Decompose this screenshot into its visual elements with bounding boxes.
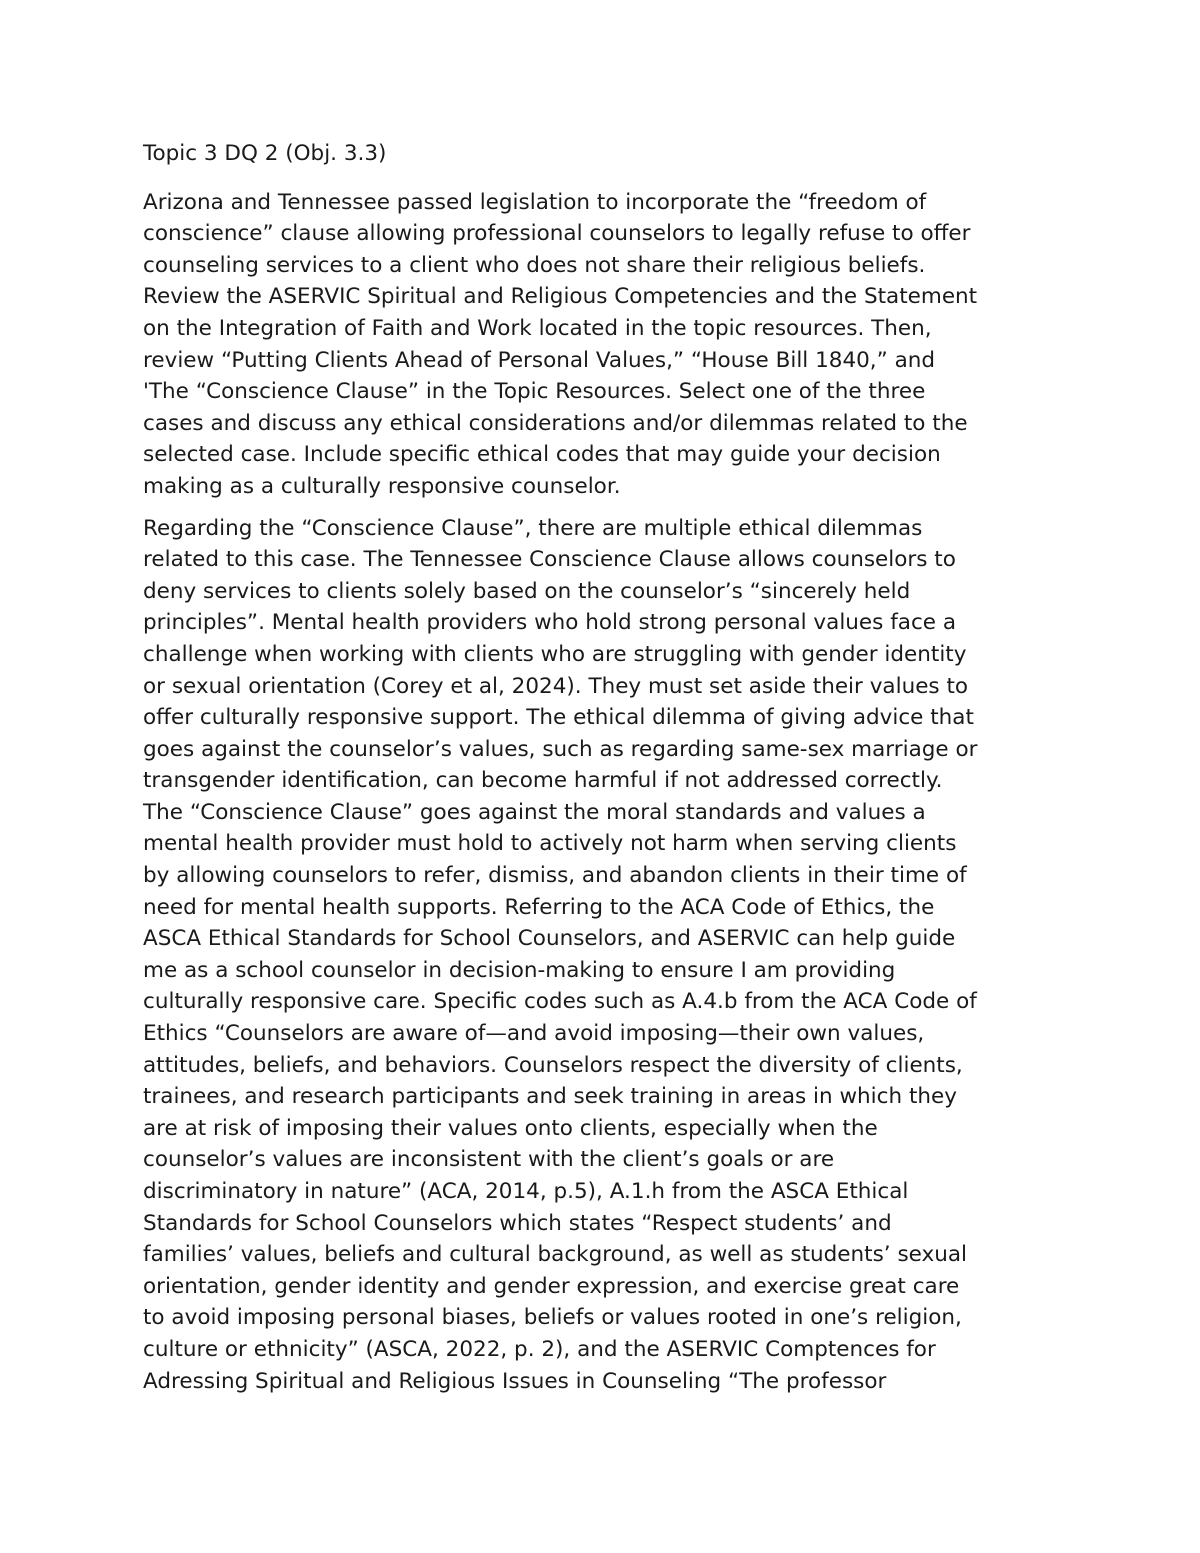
text-line: orientation, gender identity and gender expression, and exercise great care	[143, 1273, 960, 1299]
text-line: me as a school counselor in decision-making to ensure I am providing	[143, 957, 896, 983]
text-line: to avoid imposing personal biases, beliefs or values rooted in one’s religion,	[143, 1305, 962, 1331]
text-line: offer culturally responsive support. The ethical dilemma of giving advice that	[143, 705, 974, 731]
text-line: mental health provider must hold to actively not harm when serving clients	[143, 831, 957, 857]
text-line: selected case. Include specific ethical codes that may guide your decision	[143, 442, 941, 468]
text-line: 'The “Conscience Clause” in the Topic Resources. Select one of the three	[143, 379, 926, 405]
text-line: The “Conscience Clause” goes against the moral standards and values a	[143, 799, 926, 825]
text-line: families’ values, beliefs and cultural background, as well as students’ sexual	[143, 1242, 967, 1268]
text-line: attitudes, beliefs, and behaviors. Counselors respect the diversity of clients,	[143, 1052, 963, 1078]
text-line: are at risk of imposing their values onto clients, especially when the	[143, 1115, 878, 1141]
text-line: cases and discuss any ethical considerations and/or dilemmas related to the	[143, 410, 968, 436]
text-line: goes against the counselor’s values, such as regarding same-sex marriage or	[143, 736, 978, 762]
text-line: counselor’s values are inconsistent with the client’s goals or are	[143, 1147, 835, 1173]
text-line: counseling services to a client who does not share their religious beliefs.	[143, 252, 926, 278]
text-line: Adressing Spiritual and Religious Issues in Counseling “The professor	[143, 1368, 887, 1394]
document-title: Topic 3 DQ 2 (Obj. 3.3)	[143, 141, 387, 166]
text-line: making as a culturally responsive counselor.	[143, 473, 621, 499]
text-line: Review the ASERVIC Spiritual and Religious Competencies and the Statement	[143, 284, 978, 310]
text-line: discriminatory in nature” (ACA, 2014, p.5), A.1.h from the ASCA Ethical	[143, 1179, 909, 1204]
prompt-paragraph	[143, 187, 1083, 503]
text-line: by allowing counselors to refer, dismiss, and abandon clients in their time of	[143, 863, 967, 889]
text-line: related to this case. The Tennessee Conscience Clause allows counselors to	[143, 547, 956, 573]
document-body	[143, 138, 1083, 1407]
text-line: principles”. Mental health providers who hold strong personal values face a	[143, 610, 957, 636]
response-paragraph	[143, 513, 1083, 1398]
text-line: conscience” clause allowing professional counselors to legally refuse to offer	[143, 221, 971, 247]
text-line: deny services to clients solely based on the counselor’s “sincerely held	[143, 578, 911, 604]
text-line: Ethics “Counselors are aware of—and avoid imposing—their own values,	[143, 1021, 925, 1047]
text-line: need for mental health supports. Referring to the ACA Code of Ethics, the	[143, 894, 935, 920]
text-line: or sexual orientation (Corey et al, 2024). They must set aside their values to	[143, 673, 969, 699]
text-line: Arizona and Tennessee passed legislation to incorporate the “freedom of	[143, 189, 927, 215]
text-line: culturally responsive care. Specific codes such as A.4.b from the ACA Code of	[143, 989, 977, 1015]
text-line: review “Putting Clients Ahead of Personal Values,” “House Bill 1840,” and	[143, 347, 936, 373]
text-line: challenge when working with clients who are struggling with gender identity	[143, 641, 967, 667]
text-line: ASCA Ethical Standards for School Counselors, and ASERVIC can help guide	[143, 926, 956, 952]
text-line: culture or ethnicity” (ASCA, 2022, p. 2), and the ASERVIC Comptences for	[143, 1336, 936, 1362]
text-line: Regarding the “Conscience Clause”, there are multiple ethical dilemmas	[143, 515, 923, 541]
text-line: trainees, and research participants and seek training in areas in which they	[143, 1084, 957, 1110]
text-line: on the Integration of Faith and Work located in the topic resources. Then,	[143, 315, 932, 341]
text-line: Standards for School Counselors which states “Respect students’ and	[143, 1210, 892, 1236]
text-line: transgender identification, can become harmful if not addressed correctly.	[143, 768, 943, 794]
